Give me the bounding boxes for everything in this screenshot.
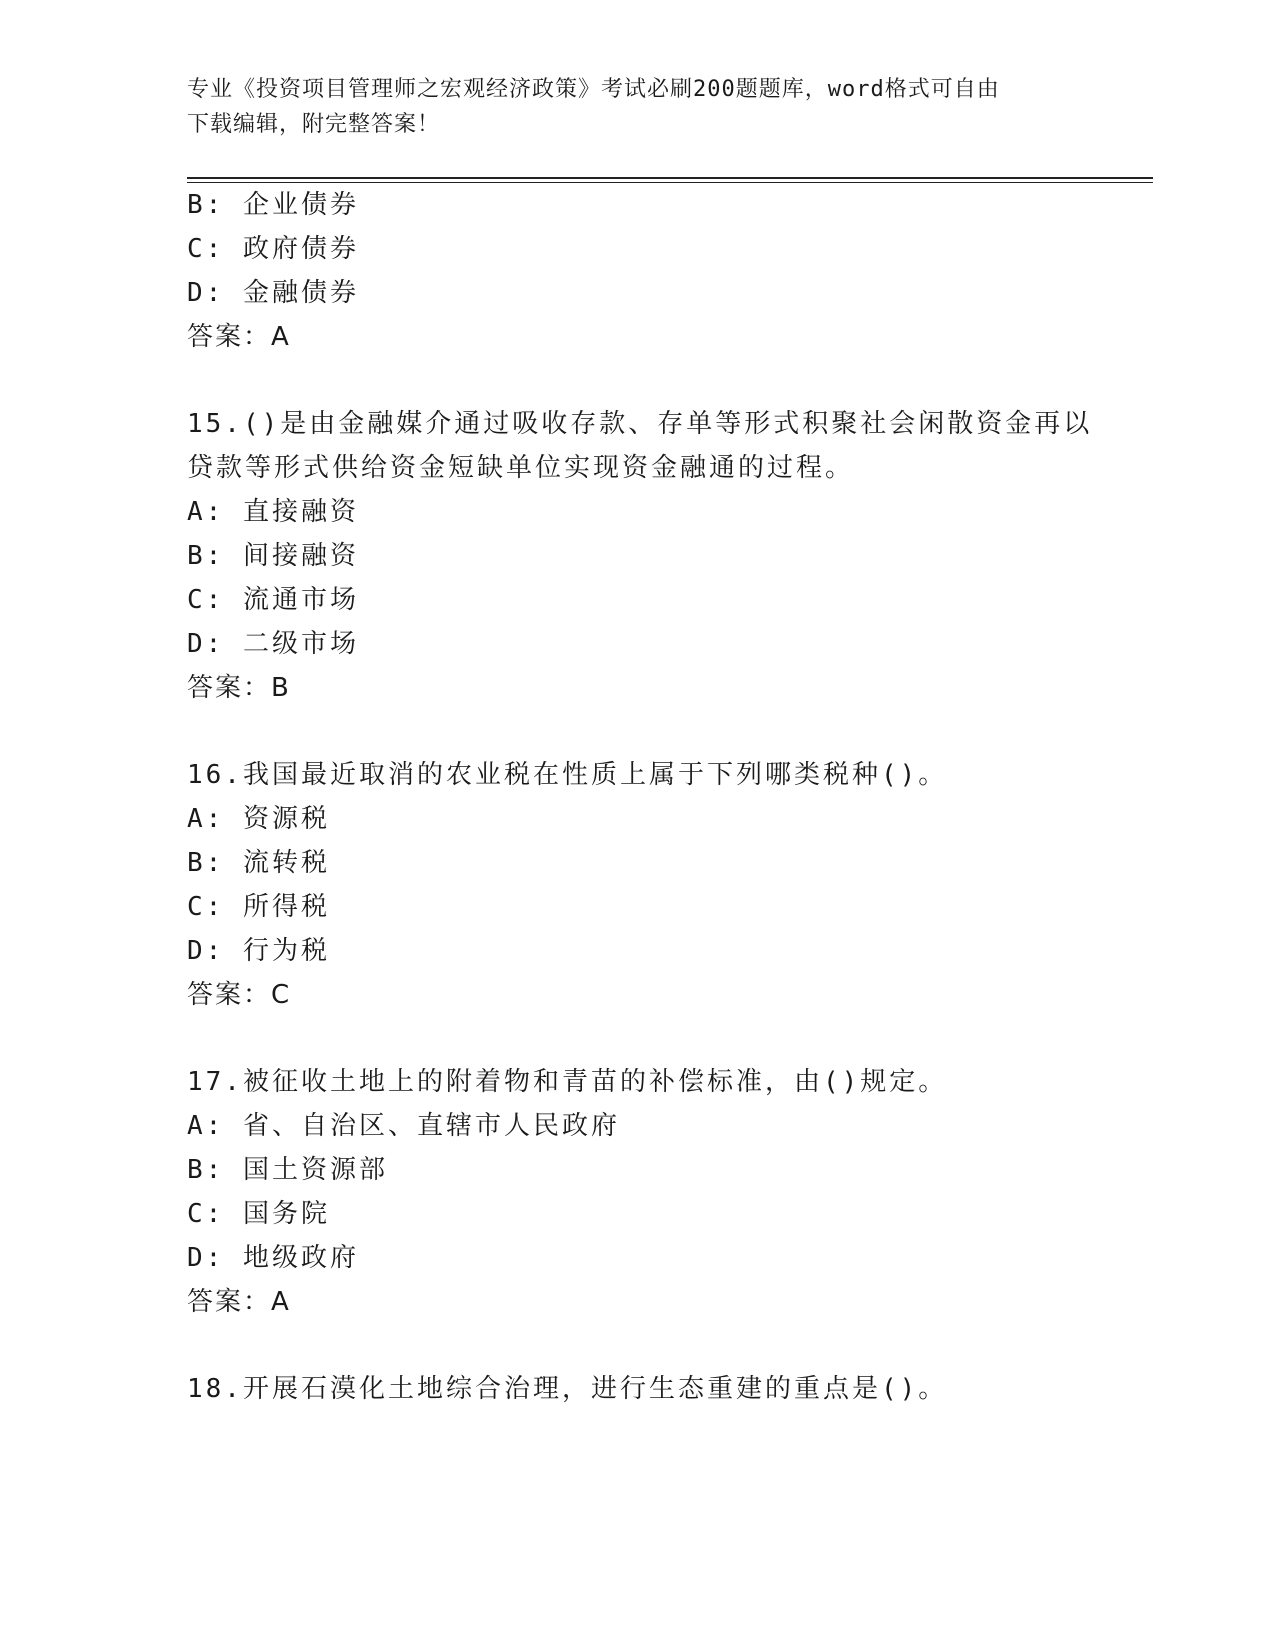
q17-stem: 17.被征收土地上的附着物和青苗的补偿标准，由()规定。 bbox=[187, 1067, 948, 1097]
q14-option-d: D: 金融债券 bbox=[187, 278, 359, 308]
q15-stem-line-1: 15.()是由金融媒介通过吸收存款、存单等形式积聚社会闲散资金再以 bbox=[187, 409, 1093, 439]
header-line-1: 专业《投资项目管理师之宏观经济政策》考试必刷200题题库，word格式可自由 bbox=[187, 77, 1000, 102]
q14-option-b: B: 企业债券 bbox=[187, 190, 359, 220]
document-header bbox=[187, 72, 1067, 142]
q15-option-a: A: 直接融资 bbox=[187, 497, 359, 527]
q16-answer: 答案：C bbox=[187, 980, 292, 1010]
q16-option-d: D: 行为税 bbox=[187, 936, 330, 966]
q15-option-b: B: 间接融资 bbox=[187, 541, 359, 571]
header-divider-thick bbox=[187, 177, 1153, 179]
q17-answer: 答案：A bbox=[187, 1287, 291, 1317]
q14-option-c: C: 政府债券 bbox=[187, 234, 359, 264]
q16-option-c: C: 所得税 bbox=[187, 892, 330, 922]
q17-option-a: A: 省、自治区、直辖市人民政府 bbox=[187, 1111, 620, 1141]
q18-stem: 18.开展石漠化土地综合治理，进行生态重建的重点是()。 bbox=[187, 1374, 948, 1404]
q15-stem-line-2: 贷款等形式供给资金短缺单位实现资金融通的过程。 bbox=[187, 453, 855, 483]
q17-option-b: B: 国土资源部 bbox=[187, 1155, 388, 1185]
q16-option-a: A: 资源税 bbox=[187, 804, 330, 834]
q15-option-d: D: 二级市场 bbox=[187, 629, 359, 659]
q16-stem: 16.我国最近取消的农业税在性质上属于下列哪类税种()。 bbox=[187, 760, 948, 790]
q15-answer: 答案：B bbox=[187, 673, 291, 703]
q17-option-d: D: 地级政府 bbox=[187, 1243, 359, 1273]
q15-option-c: C: 流通市场 bbox=[187, 585, 359, 615]
q14-answer: 答案：A bbox=[187, 322, 291, 352]
q17-option-c: C: 国务院 bbox=[187, 1199, 330, 1229]
q16-option-b: B: 流转税 bbox=[187, 848, 330, 878]
header-divider-thin bbox=[187, 182, 1153, 183]
header-line-2: 下载编辑，附完整答案！ bbox=[187, 112, 441, 137]
